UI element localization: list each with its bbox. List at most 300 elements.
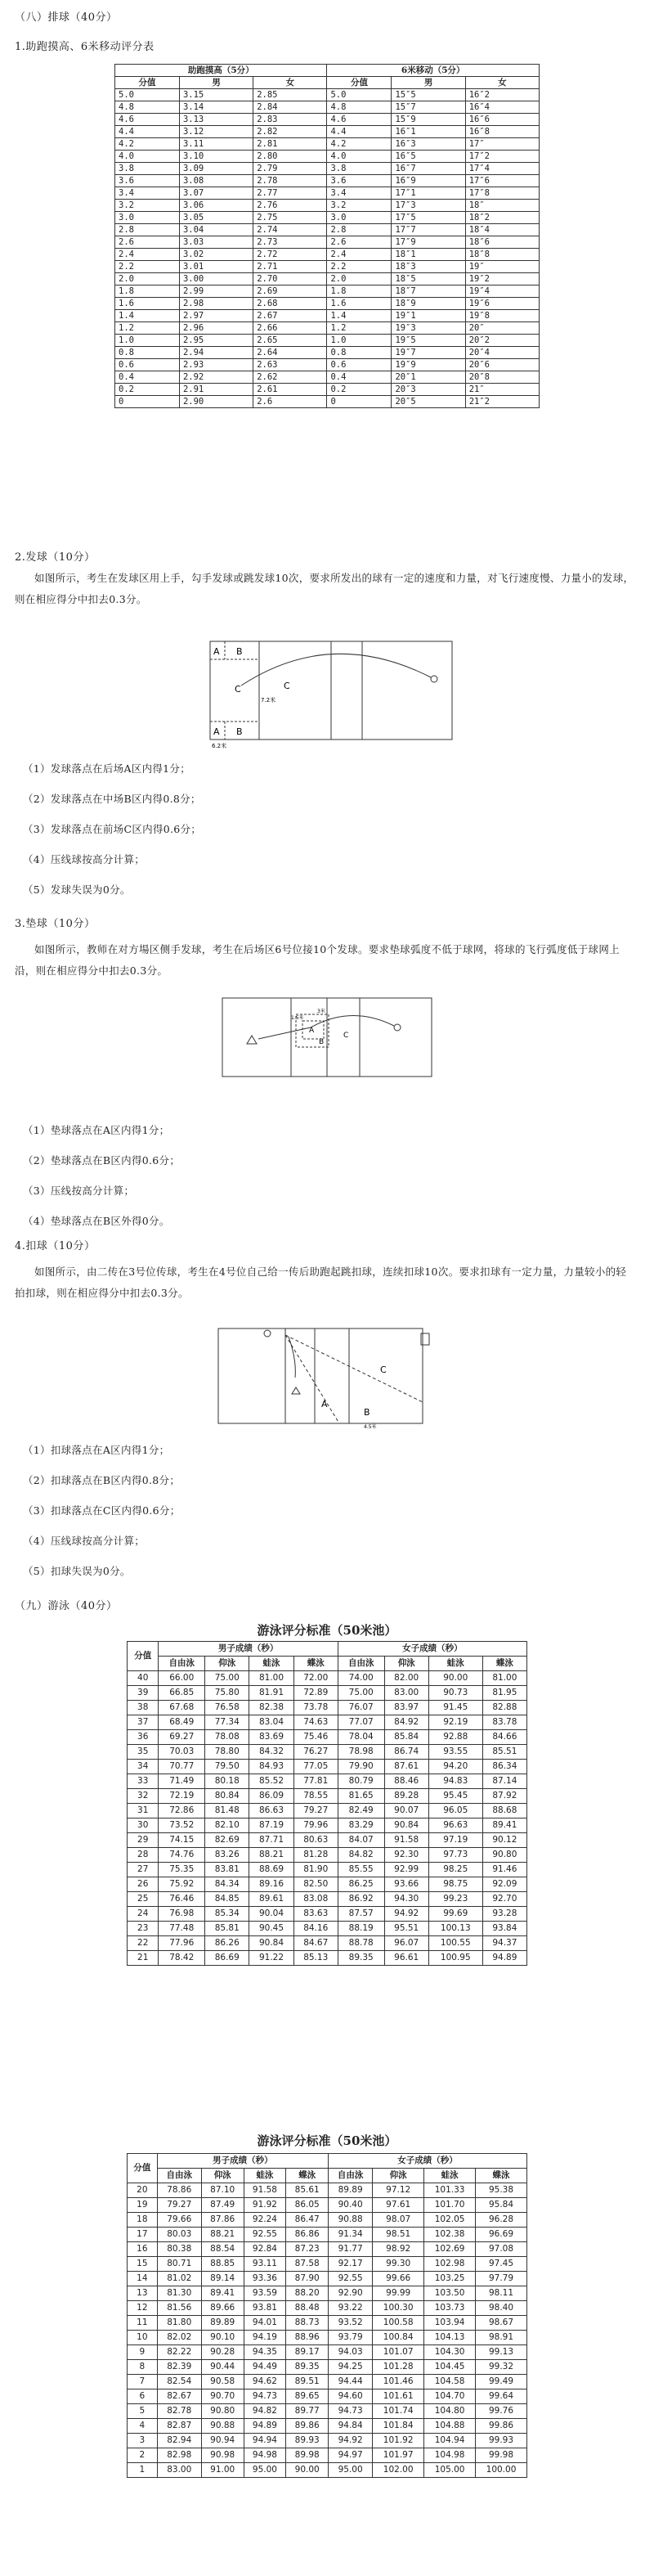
table-cell: 98.11 xyxy=(476,2286,527,2301)
table-row xyxy=(128,2198,527,2213)
table-cell: 2.81 xyxy=(253,138,327,151)
table-cell: 96.28 xyxy=(476,2213,527,2228)
table-cell: 98.40 xyxy=(476,2301,527,2316)
table-cell: 2.67 xyxy=(253,310,327,322)
table-row xyxy=(128,1760,527,1774)
table-cell: 20 xyxy=(128,2183,158,2198)
section8-title: （八）排球（40分） xyxy=(15,11,118,24)
table-cell: 82.98 xyxy=(157,2448,201,2463)
table-cell: 101.46 xyxy=(373,2375,424,2389)
table-cell: 84.07 xyxy=(338,1833,384,1848)
table-cell: 68.49 xyxy=(159,1715,205,1730)
table-cell: 2.0 xyxy=(115,273,180,285)
table-cell: 5.0 xyxy=(327,89,392,101)
table-cell: 77.96 xyxy=(159,1936,205,1951)
table-cell: 3.05 xyxy=(179,212,253,224)
table-row xyxy=(128,1922,527,1936)
table-cell: 85.84 xyxy=(384,1730,428,1745)
table-cell: 89.41 xyxy=(201,2286,244,2301)
table-cell: 77.34 xyxy=(205,1715,249,1730)
table-cell: 99.64 xyxy=(476,2389,527,2404)
table-cell: 2.85 xyxy=(253,89,327,101)
table-cell: 100.55 xyxy=(428,1936,482,1951)
table-row xyxy=(128,1715,527,1730)
table-cell: 82.22 xyxy=(157,2345,201,2360)
table-cell: 76.07 xyxy=(338,1701,384,1715)
table-cell: 85.55 xyxy=(338,1863,384,1877)
table-cell: 3.07 xyxy=(179,187,253,200)
table-cell: 4.8 xyxy=(115,101,180,114)
table-cell: 18″4 xyxy=(465,224,539,236)
table-cell: 89.61 xyxy=(249,1892,293,1907)
table-row xyxy=(115,212,540,224)
table-cell: 15 xyxy=(128,2257,158,2272)
stroke-header: 自由泳 xyxy=(329,2169,373,2183)
table-cell: 2.70 xyxy=(253,273,327,285)
female-header: 女子成绩（秒） xyxy=(329,2154,527,2169)
table-cell: 82.67 xyxy=(157,2389,201,2404)
table-cell: 101.61 xyxy=(373,2389,424,2404)
table-cell: 3.4 xyxy=(115,187,180,200)
zone-b-label: B xyxy=(364,1407,370,1418)
table-row xyxy=(115,224,540,236)
table-cell: 2.62 xyxy=(253,371,327,384)
table-cell: 86.69 xyxy=(205,1951,249,1966)
table-cell: 85.52 xyxy=(249,1774,293,1789)
table-cell: 77.07 xyxy=(338,1715,384,1730)
table-cell: 83.26 xyxy=(205,1848,249,1863)
table-row xyxy=(128,1892,527,1907)
zone-a-label: A xyxy=(309,1027,315,1035)
table-cell: 88.69 xyxy=(249,1863,293,1877)
swim-table1-title: 游泳评分标准（50米池） xyxy=(257,1623,397,1638)
table-cell: 3.13 xyxy=(179,114,253,126)
table-cell: 90.28 xyxy=(201,2345,244,2360)
table-cell: 39 xyxy=(128,1686,159,1701)
table-cell: 0 xyxy=(115,396,180,408)
table-cell: 73.52 xyxy=(159,1818,205,1833)
list-item: （1）发球落点在后场A区内得1分； xyxy=(23,762,191,775)
table-row xyxy=(115,163,540,175)
table-cell: 90.73 xyxy=(428,1686,482,1701)
table-cell: 86.05 xyxy=(286,2198,329,2213)
table-cell: 98.51 xyxy=(373,2228,424,2242)
table-cell: 2.8 xyxy=(327,224,392,236)
stroke-header: 蛙泳 xyxy=(249,1657,293,1671)
table-cell: 8 xyxy=(128,2360,158,2375)
table-cell: 83.78 xyxy=(482,1715,526,1730)
table-cell: 98.67 xyxy=(476,2316,527,2331)
table-cell: 94.94 xyxy=(244,2434,286,2448)
table-cell: 81.30 xyxy=(157,2286,201,2301)
table-cell: 72.00 xyxy=(293,1671,338,1686)
table-cell: 90.88 xyxy=(329,2213,373,2228)
table-row xyxy=(115,347,540,359)
table-cell: 3.00 xyxy=(179,273,253,285)
table-cell: 81.80 xyxy=(157,2316,201,2331)
table-cell: 2.92 xyxy=(179,371,253,384)
table-cell: 2.83 xyxy=(253,114,327,126)
table-cell: 0.6 xyxy=(327,359,392,371)
table-cell: 2.91 xyxy=(179,384,253,396)
table-cell: 88.21 xyxy=(249,1848,293,1863)
table-cell: 19″ xyxy=(465,261,539,273)
table-cell: 2 xyxy=(128,2448,158,2463)
table-cell: 102.69 xyxy=(424,2242,476,2257)
table-cell: 2.65 xyxy=(253,335,327,347)
table-cell: 2.8 xyxy=(115,224,180,236)
table-row xyxy=(128,2345,527,2360)
table-cell: 92.09 xyxy=(482,1877,526,1892)
table-cell: 84.67 xyxy=(293,1936,338,1951)
table-cell: 25 xyxy=(128,1892,159,1907)
column-header: 男 xyxy=(392,77,465,89)
table-row xyxy=(128,1907,527,1922)
table-cell: 94.03 xyxy=(329,2345,373,2360)
table-cell: 0.2 xyxy=(327,384,392,396)
table-cell: 5.0 xyxy=(115,89,180,101)
table-cell: 80.63 xyxy=(293,1833,338,1848)
table-cell: 95.45 xyxy=(428,1789,482,1804)
table-cell: 88.78 xyxy=(338,1936,384,1951)
table-cell: 75.00 xyxy=(338,1686,384,1701)
table-row xyxy=(115,200,540,212)
table-cell: 3.02 xyxy=(179,249,253,261)
table-row xyxy=(115,285,540,298)
table-cell: 92.55 xyxy=(329,2272,373,2286)
section9-title: （九）游泳（40分） xyxy=(15,1600,118,1612)
table-cell: 92.90 xyxy=(329,2286,373,2301)
table-cell: 94.98 xyxy=(244,2448,286,2463)
table-cell: 93.11 xyxy=(244,2257,286,2272)
table-row xyxy=(115,249,540,261)
table-cell: 91.77 xyxy=(329,2242,373,2257)
table-cell: 2.74 xyxy=(253,224,327,236)
table-cell: 93.66 xyxy=(384,1877,428,1892)
table-cell: 66.85 xyxy=(159,1686,205,1701)
table-cell: 85.13 xyxy=(293,1951,338,1966)
table-cell: 86.74 xyxy=(384,1745,428,1760)
table-cell: 16″7 xyxy=(392,163,465,175)
table-cell: 3.0 xyxy=(327,212,392,224)
table-cell: 97.73 xyxy=(428,1848,482,1863)
sub2-title: 2.发球（10分） xyxy=(15,551,96,564)
table-cell: 99.76 xyxy=(476,2404,527,2419)
table-cell: 27 xyxy=(128,1863,159,1877)
table-row xyxy=(128,2375,527,2389)
table-cell: 75.35 xyxy=(159,1863,205,1877)
table-cell: 21″2 xyxy=(465,396,539,408)
column-header: 女 xyxy=(465,77,539,89)
table-cell: 77.48 xyxy=(159,1922,205,1936)
table-cell: 13 xyxy=(128,2286,158,2301)
table-cell: 94.35 xyxy=(244,2345,286,2360)
table-cell: 2.0 xyxy=(327,273,392,285)
table-cell: 4.6 xyxy=(327,114,392,126)
table-cell: 93.59 xyxy=(244,2286,286,2301)
ball-icon xyxy=(394,1024,401,1031)
table-cell: 21″ xyxy=(465,384,539,396)
table-cell: 4.4 xyxy=(115,126,180,138)
table-cell: 32 xyxy=(128,1789,159,1804)
table-cell: 20″1 xyxy=(392,371,465,384)
table-cell: 67.68 xyxy=(159,1701,205,1715)
table-cell: 76.98 xyxy=(159,1907,205,1922)
stroke-header: 仰泳 xyxy=(205,1657,249,1671)
table-cell: 81.00 xyxy=(249,1671,293,1686)
table-cell: 90.70 xyxy=(201,2389,244,2404)
table-cell: 2.71 xyxy=(253,261,327,273)
table-cell: 83.97 xyxy=(384,1701,428,1715)
table-cell: 85.51 xyxy=(482,1745,526,1760)
table-cell: 86.34 xyxy=(482,1760,526,1774)
table-cell: 30 xyxy=(128,1818,159,1833)
table-cell: 90.10 xyxy=(201,2331,244,2345)
table-cell: 19″3 xyxy=(392,322,465,335)
table-cell: 94.60 xyxy=(329,2389,373,2404)
table-row xyxy=(128,2316,527,2331)
table-cell: 81.48 xyxy=(205,1804,249,1818)
list-item: （3）发球落点在前场C区内得0.6分； xyxy=(23,823,202,835)
table-cell: 2.80 xyxy=(253,151,327,163)
table-cell: 3.10 xyxy=(179,151,253,163)
table-cell: 18″3 xyxy=(392,261,465,273)
table-row xyxy=(128,2389,527,2404)
table-cell: 2.96 xyxy=(179,322,253,335)
column-header: 分值 xyxy=(115,77,180,89)
table-cell: 2.93 xyxy=(179,359,253,371)
table-cell: 84.85 xyxy=(205,1892,249,1907)
table-cell: 83.08 xyxy=(293,1892,338,1907)
table-cell: 84.34 xyxy=(205,1877,249,1892)
table-cell: 16″1 xyxy=(392,126,465,138)
table-cell: 101.07 xyxy=(373,2345,424,2360)
table-cell: 101.97 xyxy=(373,2448,424,2463)
para2: 如图所示，考生在发球区用上手，勾手发球或跳发球10次，要求所发出的球有一定的速度和力量，对飞行速度慢、力量小的发球，则在相应得分中扣去0.3分。 xyxy=(15,572,634,605)
table-cell: 81.28 xyxy=(293,1848,338,1863)
table-cell: 3.6 xyxy=(115,175,180,187)
table-row xyxy=(128,1848,527,1863)
dim-label-2: 3米 xyxy=(317,1009,325,1014)
table-cell: 93.28 xyxy=(482,1907,526,1922)
table-cell: 19″6 xyxy=(465,298,539,310)
table-row xyxy=(115,322,540,335)
table-cell: 94.37 xyxy=(482,1936,526,1951)
table-cell: 87.90 xyxy=(286,2272,329,2286)
table-cell: 92.17 xyxy=(329,2257,373,2272)
list-item: （2）垫球落点在B区内得0.6分； xyxy=(23,1154,181,1167)
table-cell: 89.98 xyxy=(286,2448,329,2463)
table-cell: 80.18 xyxy=(205,1774,249,1789)
table-cell: 89.65 xyxy=(286,2389,329,2404)
table-cell: 90.88 xyxy=(201,2419,244,2434)
table-cell: 94.20 xyxy=(428,1760,482,1774)
table-cell: 82.00 xyxy=(384,1671,428,1686)
table-cell: 2.75 xyxy=(253,212,327,224)
table-cell: 35 xyxy=(128,1745,159,1760)
table-cell: 97.12 xyxy=(373,2183,424,2198)
zone-b-bottom: B xyxy=(236,726,243,737)
table-cell: 98.91 xyxy=(476,2331,527,2345)
table-cell: 74.76 xyxy=(159,1848,205,1863)
table-cell: 2.64 xyxy=(253,347,327,359)
table-cell: 18″9 xyxy=(392,298,465,310)
table-cell: 91.92 xyxy=(244,2198,286,2213)
table-row xyxy=(115,151,540,163)
table-cell: 87.92 xyxy=(482,1789,526,1804)
zone-c-label: C xyxy=(343,1032,349,1040)
table-cell: 4.0 xyxy=(327,151,392,163)
table-cell: 2.97 xyxy=(179,310,253,322)
table-cell: 94.01 xyxy=(244,2316,286,2331)
table-cell: 104.88 xyxy=(424,2419,476,2434)
serve-diagram xyxy=(208,635,454,749)
zone-c-small: C xyxy=(235,684,241,695)
table-cell: 3.09 xyxy=(179,163,253,175)
list-item: （4）压线球按高分计算； xyxy=(23,853,146,865)
table-cell: 99.86 xyxy=(476,2419,527,2434)
table-row xyxy=(128,2257,527,2272)
table-cell: 79.66 xyxy=(157,2213,201,2228)
table-cell: 103.73 xyxy=(424,2301,476,2316)
table-cell: 89.66 xyxy=(201,2301,244,2316)
table-cell: 89.35 xyxy=(286,2360,329,2375)
table-cell: 69.27 xyxy=(159,1730,205,1745)
stroke-header: 蝶泳 xyxy=(476,2169,527,2183)
ball-trajectory xyxy=(241,654,431,686)
table-cell: 78.04 xyxy=(338,1730,384,1745)
player-triangle-icon xyxy=(247,1036,257,1044)
table-row xyxy=(115,310,540,322)
table-cell: 86.92 xyxy=(338,1892,384,1907)
table-cell: 94.30 xyxy=(384,1892,428,1907)
table-cell: 23 xyxy=(128,1922,159,1936)
table-cell: 19″2 xyxy=(465,273,539,285)
table-cell: 16″6 xyxy=(465,114,539,126)
table-cell: 89.41 xyxy=(482,1818,526,1833)
table-cell: 90.94 xyxy=(201,2434,244,2448)
table-row xyxy=(128,2463,527,2478)
table-cell: 83.00 xyxy=(384,1686,428,1701)
table-cell: 18″8 xyxy=(465,249,539,261)
table-cell: 78.55 xyxy=(293,1789,338,1804)
table-cell: 92.19 xyxy=(428,1715,482,1730)
table-cell: 86.26 xyxy=(205,1936,249,1951)
table-row xyxy=(115,236,540,249)
table-cell: 89.28 xyxy=(384,1789,428,1804)
table-cell: 3.04 xyxy=(179,224,253,236)
table-cell: 94.92 xyxy=(329,2434,373,2448)
table-cell: 90.12 xyxy=(482,1833,526,1848)
table-cell: 87.23 xyxy=(286,2242,329,2257)
table-cell: 4.8 xyxy=(327,101,392,114)
table-cell: 90.07 xyxy=(384,1804,428,1818)
table-cell: 75.80 xyxy=(205,1686,249,1701)
table-row xyxy=(128,2404,527,2419)
table-cell: 28 xyxy=(128,1848,159,1863)
table-cell: 104.70 xyxy=(424,2389,476,2404)
para3: 如图所示，教师在对方場区侧手发球，考生在后场区6号位接10个发球。要求垫球弧度不低于球网，将球的飞行弧度低于球网上沿，则在相应得分中扣去0.3分。 xyxy=(15,943,620,977)
table-cell: 80.79 xyxy=(338,1774,384,1789)
table-cell: 20″2 xyxy=(465,335,539,347)
table-cell: 7 xyxy=(128,2375,158,2389)
table-cell: 101.74 xyxy=(373,2404,424,2419)
table-cell: 19″9 xyxy=(392,359,465,371)
table-cell: 85.61 xyxy=(286,2183,329,2198)
table-row xyxy=(115,187,540,200)
table-cell: 88.68 xyxy=(482,1804,526,1818)
table-cell: 88.48 xyxy=(286,2301,329,2316)
table-cell: 14 xyxy=(128,2272,158,2286)
table-cell: 3.11 xyxy=(179,138,253,151)
table-cell: 76.46 xyxy=(159,1892,205,1907)
table-cell: 94.44 xyxy=(329,2375,373,2389)
table-cell: 87.10 xyxy=(201,2183,244,2198)
table-cell: 99.49 xyxy=(476,2375,527,2389)
table-row xyxy=(128,1818,527,1833)
table-row xyxy=(128,2301,527,2316)
table-cell: 2.76 xyxy=(253,200,327,212)
table-cell: 5 xyxy=(128,2404,158,2419)
dim-label: 4.5米 xyxy=(364,1424,377,1430)
table-row xyxy=(115,89,540,101)
table-cell: 80.38 xyxy=(157,2242,201,2257)
table-cell: 102.00 xyxy=(373,2463,424,2478)
table-cell: 97.61 xyxy=(373,2198,424,2213)
table-cell: 66.00 xyxy=(159,1671,205,1686)
table-cell: 3.08 xyxy=(179,175,253,187)
table-cell: 78.86 xyxy=(157,2183,201,2198)
table-cell: 101.70 xyxy=(424,2198,476,2213)
table-row xyxy=(115,114,540,126)
table-cell: 17″1 xyxy=(392,187,465,200)
table-cell: 3.14 xyxy=(179,101,253,114)
table-cell: 100.30 xyxy=(373,2301,424,2316)
table-row xyxy=(115,298,540,310)
table-cell: 1.2 xyxy=(327,322,392,335)
table-cell: 2.6 xyxy=(115,236,180,249)
stroke-header: 蝶泳 xyxy=(286,2169,329,2183)
table-cell: 19″7 xyxy=(392,347,465,359)
zone-b-label: B xyxy=(319,1038,325,1046)
table-cell: 17″6 xyxy=(465,175,539,187)
table-cell: 1.6 xyxy=(115,298,180,310)
table-cell: 0.2 xyxy=(115,384,180,396)
table-cell: 94.92 xyxy=(384,1907,428,1922)
stroke-header: 自由泳 xyxy=(157,2169,201,2183)
table-cell: 78.42 xyxy=(159,1951,205,1966)
stroke-header: 自由泳 xyxy=(159,1657,205,1671)
table-cell: 29 xyxy=(128,1833,159,1848)
para4: 如图所示，由二传在3号位传球，考生在4号位自己给一传后助跑起跳扣球，连续扣球10次。要求扣球有一定力量，力量较小的轻拍扣球，则在相应得分中扣去0.3分。 xyxy=(15,1266,627,1299)
court-outline xyxy=(218,1328,423,1423)
table-cell: 1.0 xyxy=(327,335,392,347)
table-row xyxy=(128,2331,527,2345)
table-row xyxy=(128,1671,527,1686)
table-cell: 76.58 xyxy=(205,1701,249,1715)
table-cell: 90.40 xyxy=(329,2198,373,2213)
table-cell: 90.84 xyxy=(384,1818,428,1833)
table-cell: 94.97 xyxy=(329,2448,373,2463)
table-cell: 6 xyxy=(128,2389,158,2404)
table-cell: 86.47 xyxy=(286,2213,329,2228)
table-cell: 19″4 xyxy=(465,285,539,298)
table-cell: 2.2 xyxy=(115,261,180,273)
table-cell: 0.8 xyxy=(115,347,180,359)
table-row xyxy=(128,1936,527,1951)
column-header: 分值 xyxy=(327,77,392,89)
table-cell: 104.58 xyxy=(424,2375,476,2389)
